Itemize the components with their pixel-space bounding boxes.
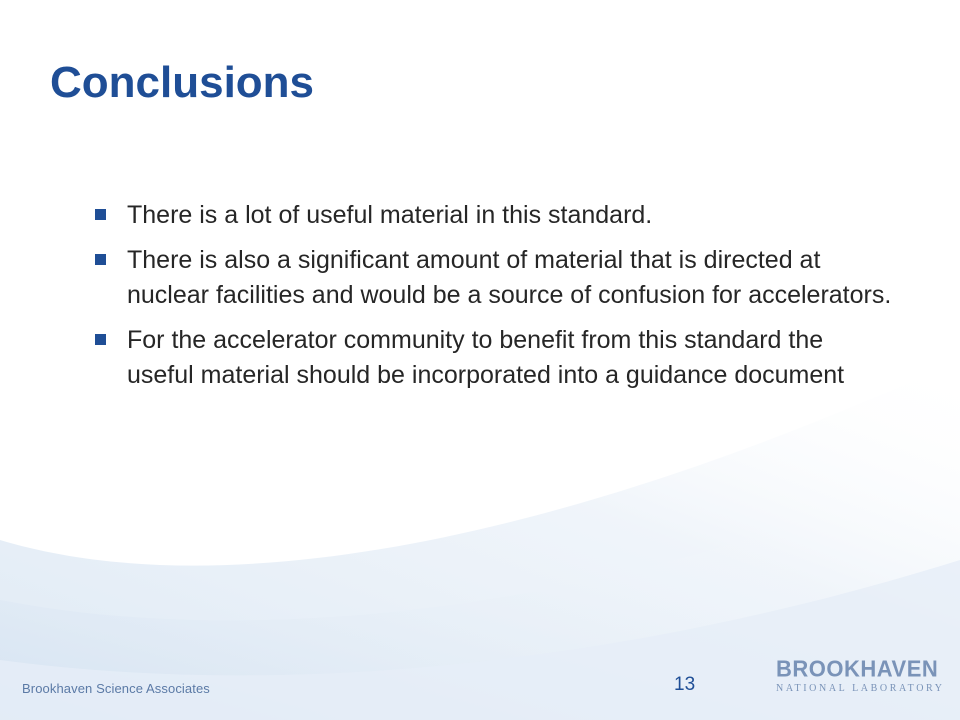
page-number: 13 — [674, 674, 696, 695]
bullet-text: There is a lot of useful material in this standard. — [127, 201, 653, 229]
logo-name: BROOKHAVEN — [776, 655, 939, 682]
square-bullet-icon — [95, 254, 106, 265]
bullet-text: For the accelerator community to benefit from this standard the useful material should be incorporated into a guidance document — [127, 326, 845, 389]
bullet-item — [92, 323, 892, 393]
square-bullet-icon — [95, 209, 106, 220]
bullet-list — [92, 198, 892, 403]
slide-title: Conclusions — [50, 58, 315, 107]
bullet-item — [92, 198, 892, 233]
bullet-text: There is also a significant amount of material that is directed at nuclear facilities and would be a source of confusion for accelerators. — [127, 246, 892, 309]
square-bullet-icon — [95, 334, 106, 345]
bullet-item — [92, 243, 892, 313]
logo-subtitle: NATIONAL LABORATORY — [776, 683, 945, 694]
brookhaven-logo — [776, 655, 945, 694]
footer-organization: Brookhaven Science Associates — [22, 681, 210, 696]
